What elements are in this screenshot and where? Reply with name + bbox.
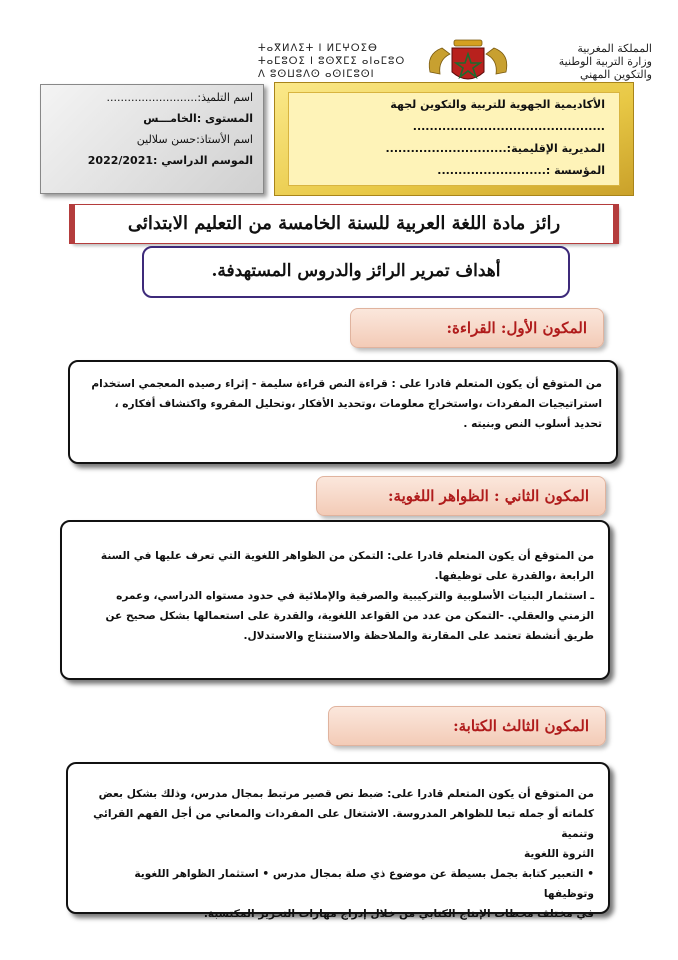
section-heading-writing xyxy=(328,706,606,746)
academy-box xyxy=(288,92,620,186)
section-heading-text: المكون الثالث الكتابة: xyxy=(453,717,589,735)
section-line: الزمني والعقلي. -التمكن من عدد من القواعد اللغوية، والقدرة على استعمالها بشكل صحيح عن xyxy=(105,610,594,622)
section-heading-text: المكون الثاني : الظواهر اللغوية: xyxy=(388,487,589,505)
ministry-line: المملكة المغربية xyxy=(577,42,652,55)
student-level: المستوى :الخامـــس xyxy=(143,112,253,125)
title-box xyxy=(70,204,618,244)
section-line: الرابعة ،والقدرة على توظيفها. xyxy=(434,570,594,582)
title-accent-right xyxy=(613,204,619,244)
section-line: استراتيجيات المفردات ،واستخراج معلومات ،وتحديد الأفكار ،وتحليل المقروء واكتشاف أفكاره ، xyxy=(114,398,602,410)
ministry-line: وزارة التربية الوطنية xyxy=(558,55,652,68)
institution-line: المؤسسة :.......................... xyxy=(437,164,605,177)
objectives-heading: أهداف تمرير الرائز والدروس المستهدفة. xyxy=(211,261,501,281)
student-name: اسم التلميذ:.......................... xyxy=(106,91,253,104)
section-content-language xyxy=(60,520,610,680)
section-heading-text: المكون الأول: القراءة: xyxy=(446,319,587,337)
tifinagh-line: ⵜⴰⵎⵓⵔⵉ ⵏ ⵓⵙⴳⵎⵉ ⴰⵏⴰⵎⵓⵔ xyxy=(258,56,406,67)
section-line: الثروة اللغوية xyxy=(523,848,594,860)
section-line: تحديد أسلوب النص وبنيته . xyxy=(463,418,602,430)
title-accent-left xyxy=(69,204,75,244)
objectives-box xyxy=(142,246,570,298)
section-line: • التعبير كتابة بجمل بسيطة عن موضوع ذي صلة بمجال مدرس • استثمار الظواهر اللغوية وتوظيفها xyxy=(134,868,594,900)
section-heading-reading xyxy=(350,308,604,348)
school-season: الموسم الدراسي :2022/2021 xyxy=(87,154,253,167)
section-line: ـ استثمار البنيات الأسلوبية والتركيبية والصرفية والإملائية في حدود مستواه الدراسي، وعمره xyxy=(116,590,594,602)
section-content-writing xyxy=(66,762,610,920)
section-content-reading xyxy=(68,360,618,464)
ministry-header xyxy=(512,42,652,81)
section-line: من المتوقع أن يكون المتعلم قادرا على : قراءة النص قراءة سليمة - إثراء رصيده المعجمي استخدام xyxy=(91,378,602,390)
directorate-line: المديرية الإقليمية:............................. xyxy=(385,142,605,155)
section-heading-language xyxy=(316,476,606,516)
academy-line: .............................................. xyxy=(412,120,605,133)
section-line: طريق أنشطة تعتمد على المقارنة والملاحظة والاستنتاج والاستدلال. xyxy=(243,630,594,642)
ministry-line: والتكوين المهني xyxy=(579,68,652,81)
tifinagh-header xyxy=(258,42,418,81)
section-line: من المتوقع أن يكون المتعلم قادرا على: ضبط نص قصير مرتبط بمجال مدرس، وذلك بشكل بعض xyxy=(98,788,594,800)
tifinagh-line: ⵜⴰⴳⵍⴷⵉⵜ ⵏ ⵍⵎⵖⵔⵉⴱ xyxy=(258,43,378,54)
teacher-name: اسم الأستاذ:حسن سلالين xyxy=(136,133,253,146)
section-line: كلماته أو جمله تبعا للظواهر المدروسة. الاشتغال على المفردات والمعاني من أجل الفهم القرائي وتنمية xyxy=(93,808,594,840)
section-line: في مختلف محطات الإنتاج الكتابي من خلال إدراج مهارات التحرير المكتسبة. xyxy=(203,908,594,920)
tifinagh-line: ⴷ ⵓⵙⵡⵓⴷⵙ ⴰⵙⵏⵎⵓⵙⵏ xyxy=(258,69,375,80)
student-info-box xyxy=(40,84,264,194)
page-title: رائز مادة اللغة العربية للسنة الخامسة من التعليم الابتدائى xyxy=(127,213,561,234)
academy-line: الأكاديمية الجهوية للتربية والتكوين لجهة xyxy=(390,98,605,111)
section-line: من المتوقع أن يكون المتعلم قادرا على: التمكن من الظواهر اللغوية التي تعرف عليها في السنة xyxy=(100,550,594,562)
